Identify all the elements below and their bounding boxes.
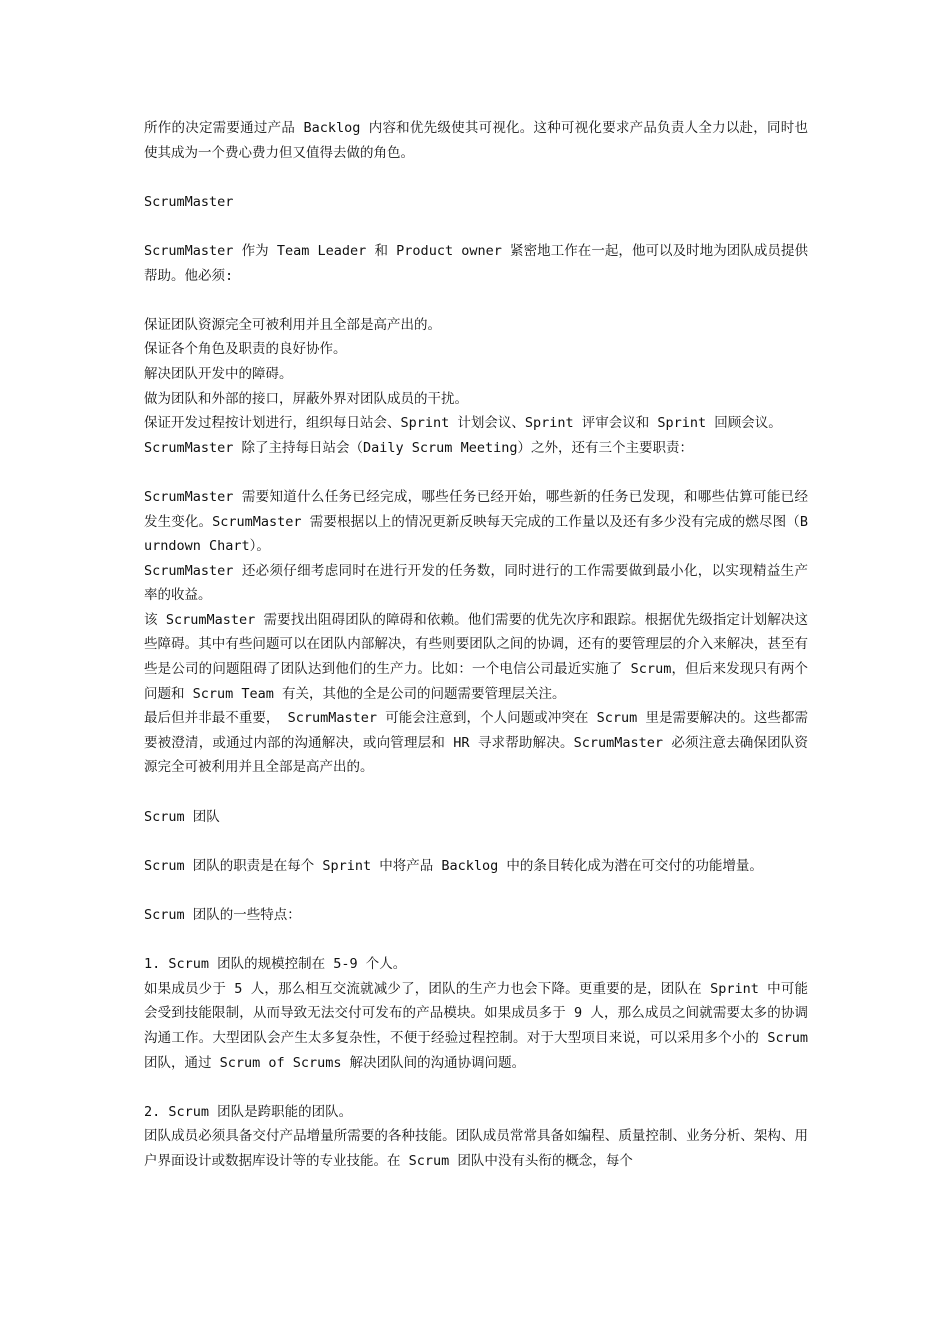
paragraph-gap — [144, 214, 808, 239]
paragraph: ScrumMaster 需要知道什么任务已经完成，哪些任务已经开始，哪些新的任务已发现，和哪些估算可能已经发生变化。ScrumMaster 需要根据以上的情况更新反映每天完成的工作量以及还有多少没有完成的燃尽图（Burndown Chart）。 — [144, 488, 808, 555]
paragraph: 所作的决定需要通过产品 Backlog 内容和优先级使其可视化。这种可视化要求产品负责人全力以赴，同时也使其成为一个费心费力但又值得去做的角色。 — [144, 120, 808, 161]
paragraph: 最后但并非最不重要， ScrumMaster 可能会注意到，个人问题或冲突在 Scrum 里是需要解决的。这些都需要被澄清，或通过内部的沟通解决，或向管理层和 HR 寻求帮助解决。ScrumMaster 必须注意去确保团队资源完全可被利用并且全部是高产出的。 — [144, 710, 808, 776]
paragraph-gap — [144, 460, 808, 485]
paragraph: ScrumMaster 除了主持每日站会（Daily Scrum Meeting）之外，还有三个主要职责： — [144, 439, 693, 456]
paragraph: 2. Scrum 团队是跨职能的团队。 — [144, 1103, 353, 1120]
paragraph: 保证开发过程按计划进行，组织每日站会、Sprint 计划会议、Sprint 评审会议和 Sprint 回顾会议。 — [144, 415, 782, 432]
paragraph: 团队成员必须具备交付产品增量所需要的各种技能。团队成员常常具备如编程、质量控制、业务分析、架构、用户界面设计或数据库设计等的专业技能。在 Scrum 团队中没有头衔的概念，每个 — [144, 1128, 808, 1169]
paragraph-gap — [144, 780, 808, 805]
document-page — [144, 116, 808, 1174]
paragraph: 该 ScrumMaster 需要找出阻碍团队的障碍和依赖。他们需要的优先次序和跟踪。根据优先级指定计划解决这些障碍。其中有些问题可以在团队内部解决，有些则要团队之间的协调，还有的要管理层的介入来解决，甚至有些是公司的问题阻碍了团队达到他们的生产力。比如：一个电信公司最近实施了 Scrum，但后来发现只有两个问题和 Scrum Team 有关，其他的全是公司的问题需要管理层关注。 — [144, 611, 808, 702]
paragraph: 如果成员少于 5 人，那么相互交流就减少了，团队的生产力也会下降。更重要的是，团队在 Sprint 中可能会受到技能限制，从而导致无法交付可发布的产品模块。如果成员多于 9 人，那么成员之间就需要太多的协调沟通工作。大型团队会产生太多复杂性，不便于经验过程控制。对于大型项目来说，可以采用多个小的 Scrum 团队，通过 Scrum of Scrums 解决团队间的沟通协调问题。 — [144, 980, 808, 1071]
paragraph-gap — [144, 878, 808, 903]
paragraph-gap — [144, 829, 808, 854]
paragraph: Scrum 团队的一些特点： — [144, 907, 301, 923]
paragraph: 保证团队资源完全可被利用并且全部是高产出的。 — [144, 316, 441, 333]
paragraph: 1. Scrum 团队的规模控制在 5-9 个人。 — [144, 956, 407, 973]
paragraph: ScrumMaster — [144, 193, 234, 210]
paragraph-gap — [144, 288, 808, 313]
paragraph: 做为团队和外部的接口，屏蔽外界对团队成员的干扰。 — [144, 390, 468, 407]
paragraph-gap — [144, 165, 808, 190]
paragraph: ScrumMaster 作为 Team Leader 和 Product owner 紧密地工作在一起，他可以及时地为团队成员提供帮助。他必须: — [144, 242, 808, 284]
paragraph-gap — [144, 1075, 808, 1100]
paragraph: Scrum 团队的职责是在每个 Sprint 中将产品 Backlog 中的条目转化成为潜在可交付的功能增量。 — [144, 857, 763, 874]
paragraph-gap — [144, 928, 808, 953]
paragraph: 保证各个角色及职责的良好协作。 — [144, 341, 347, 358]
paragraph: 解决团队开发中的障碍。 — [144, 365, 293, 382]
paragraph: ScrumMaster 还必须仔细考虑同时在进行开发的任务数，同时进行的工作需要做到最小化，以实现精益生产率的收益。 — [144, 562, 808, 604]
paragraph: Scrum 团队 — [144, 808, 220, 825]
